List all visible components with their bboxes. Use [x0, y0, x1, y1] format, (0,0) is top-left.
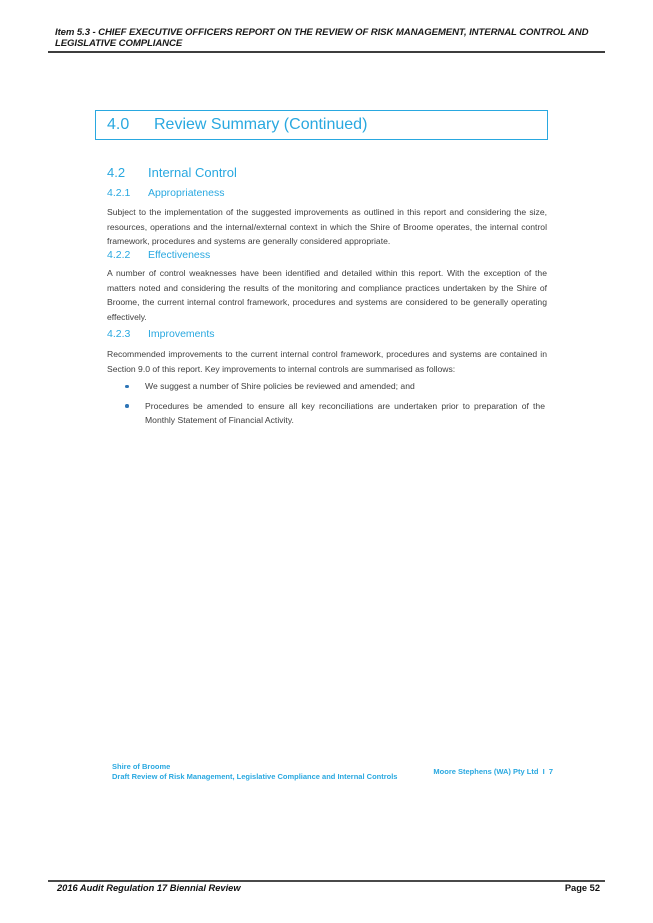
heading-number: 4.2.1 — [107, 187, 131, 199]
bullet-icon — [125, 385, 129, 389]
heading-text: Internal Control — [148, 165, 237, 180]
footer-rule — [48, 880, 605, 882]
document-footer-org: Shire of Broome — [112, 762, 171, 771]
page-header-line-1: Item 5.3 - CHIEF EXECUTIVE OFFICERS REPORT ON THE REVIEW OF RISK MANAGEMENT, INTERNAL CONTROL AND — [55, 27, 589, 38]
heading-text: Appropriateness — [148, 187, 225, 199]
heading-number: 4.2 — [107, 165, 126, 180]
bullet-text: Procedures be amended to ensure all key reconciliations are undertaken prior to preparation of the Monthly Statement of Financial Activity. — [145, 400, 545, 426]
heading-internal-control — [107, 165, 237, 180]
document-footer-left — [112, 762, 397, 782]
list-item — [125, 379, 546, 394]
heading-number: 4.2.3 — [107, 328, 131, 340]
heading-number: 4.2.2 — [107, 249, 131, 261]
bullet-text: We suggest a number of Shire policies be reviewed and amended; and — [145, 381, 415, 391]
document-footer-right: Moore Stephens (WA) Pty Ltd I 7 — [433, 767, 553, 776]
page-header — [55, 27, 588, 49]
document-footer-title: Draft Review of Risk Management, Legislative Compliance and Internal Controls — [112, 772, 398, 781]
improvements-bullet-list — [125, 379, 546, 433]
bullet-icon — [125, 404, 129, 408]
heading-text: Improvements — [148, 328, 215, 340]
heading-improvements — [107, 328, 215, 340]
heading-text: Effectiveness — [148, 249, 211, 261]
section-title-box — [95, 110, 548, 140]
heading-appropriateness — [107, 187, 224, 199]
paragraph-effectiveness: A number of control weaknesses have been identified and detailed within this report. With the exception of the matters noted and considering the results of the monitoring and compliance practices undertaken by the Shire of Broome, the current internal control framework, procedures and systems are considered to be generally operating effectively. — [107, 268, 547, 323]
page-footer-right: Page 52 — [564, 883, 600, 893]
section-title-text: Review Summary (Continued) — [154, 116, 368, 133]
page-header-line-2: LEGISLATIVE COMPLIANCE — [55, 38, 183, 49]
section-title-number: 4.0 — [107, 116, 130, 133]
heading-effectiveness — [107, 249, 210, 261]
paragraph-appropriateness: Subject to the implementation of the suggested improvements as outlined in this report and considering the size, resources, operations and the internal/external context in which the Shire of Broome operates, the internal control framework, procedures and systems are generally considered appropriate. — [107, 207, 547, 247]
list-item — [125, 399, 546, 428]
page-footer-left: 2016 Audit Regulation 17 Biennial Review — [57, 883, 241, 893]
header-rule — [48, 51, 605, 53]
paragraph-improvements: Recommended improvements to the current internal control framework, procedures and systems are contained in Section 9.0 of this report. Key improvements to internal controls are summarised as follows: — [107, 349, 547, 374]
